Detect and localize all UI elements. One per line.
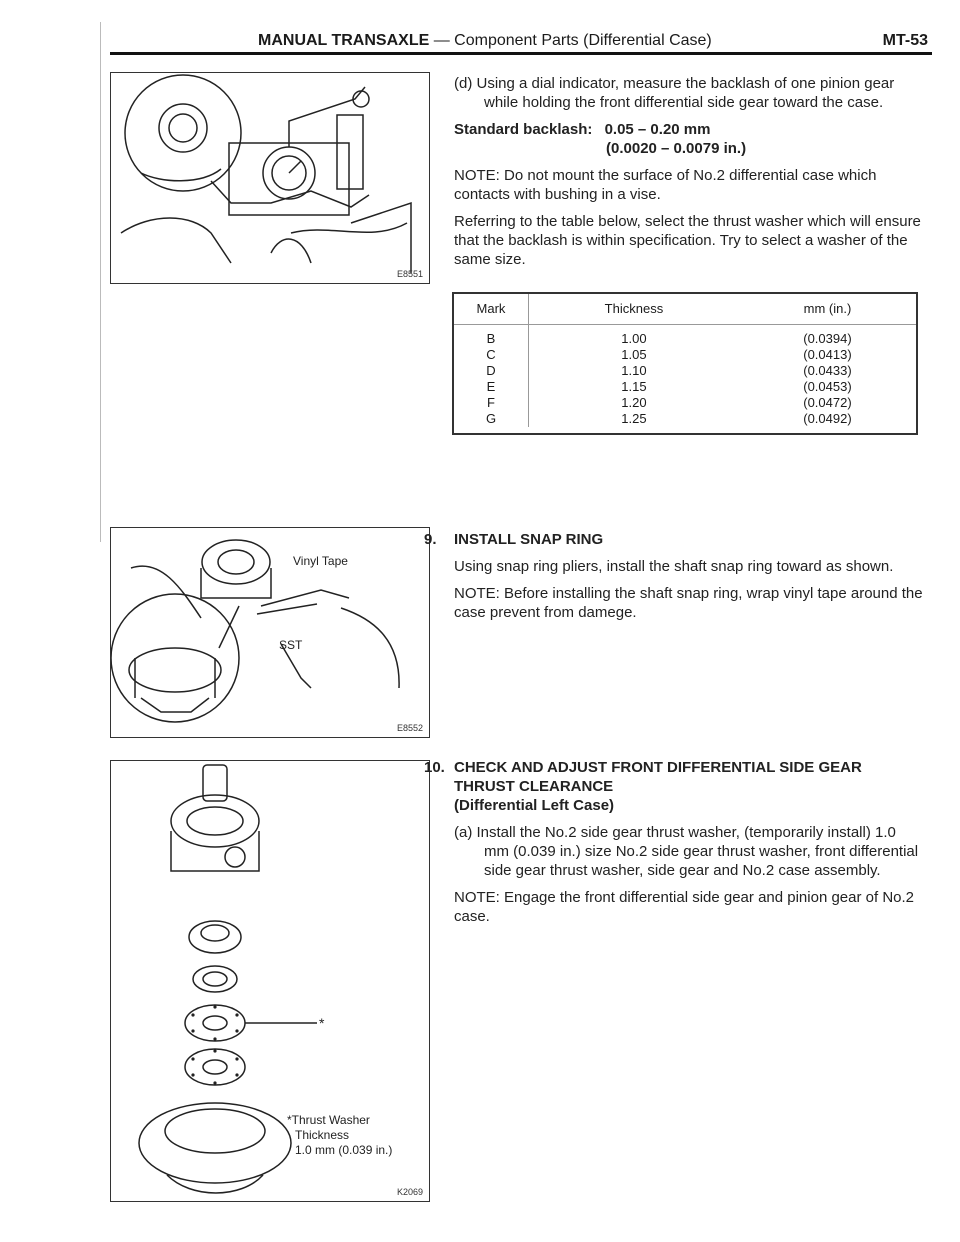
inch-cell: (0.0492) xyxy=(803,411,852,426)
differential-parts-illustration xyxy=(111,761,429,1201)
figure-code: K2069 xyxy=(396,1187,423,1197)
table-header-row xyxy=(454,294,916,325)
page-title xyxy=(258,30,712,52)
table-row xyxy=(454,379,916,395)
figure-code: E8551 xyxy=(396,269,423,279)
thickness-cell: 1.05 xyxy=(621,347,647,362)
col-header-unit: mm (in.) xyxy=(739,294,916,325)
step-d-note: NOTE: Do not mount the surface of No.2 differential case which contacts with bushing in a vise. xyxy=(454,167,877,203)
step-9-section xyxy=(424,530,924,640)
figure-dial-indicator xyxy=(110,72,430,284)
step-10-heading-2: THRUST CLEARANCE xyxy=(454,778,614,795)
inch-cell: (0.0394) xyxy=(803,331,852,346)
step-10-heading-1: CHECK AND ADJUST FRONT DIFFERENTIAL SIDE GEAR xyxy=(454,759,862,776)
figure-snap-ring xyxy=(110,527,430,738)
mark-cell: C xyxy=(454,347,529,363)
step-10-heading-3: (Differential Left Case) xyxy=(454,797,615,814)
thickness-cell: 1.15 xyxy=(621,379,647,394)
page-header xyxy=(110,28,932,55)
thickness-cell: 1.00 xyxy=(621,331,647,346)
mark-cell: B xyxy=(454,325,529,348)
spec-value-in: (0.0020 – 0.0079 in.) xyxy=(606,140,747,157)
step-10-number: 10. xyxy=(424,759,445,776)
step-d-text: (d) Using a dial indicator, measure the backlash of one pinion gear while holding the front differential side gear toward the case. xyxy=(454,75,895,111)
inch-cell: (0.0453) xyxy=(803,379,852,394)
thrust-washer-note-3: 1.0 mm (0.039 in.) xyxy=(295,1143,393,1157)
table-row xyxy=(454,325,916,348)
title-bold: MANUAL TRANSAXLE xyxy=(258,32,430,49)
inch-cell: (0.0433) xyxy=(803,363,852,378)
col-header-thickness: Thickness xyxy=(529,294,739,325)
mark-cell: G xyxy=(454,411,529,427)
step-9-text: Using snap ring pliers, install the shaft snap ring toward as shown. xyxy=(454,558,894,575)
step-d-section xyxy=(454,74,924,277)
sst-label: SST xyxy=(279,638,303,652)
step-d-referring: Referring to the table below, select the thrust washer which will ensure that the backlash is within specification. Try to select a washer of the same size. xyxy=(454,213,921,268)
page-number: MT-53 xyxy=(882,32,928,49)
spec-value-mm: 0.05 – 0.20 mm xyxy=(604,121,711,138)
step-9-heading: INSTALL SNAP RING xyxy=(454,531,604,548)
mark-cell: D xyxy=(454,363,529,379)
snap-ring-illustration xyxy=(111,528,429,737)
mark-cell: F xyxy=(454,395,529,411)
spec-label: Standard backlash: xyxy=(454,121,593,138)
thickness-cell: 1.20 xyxy=(621,395,647,410)
figure-exploded-parts xyxy=(110,760,430,1202)
vinyl-tape-label: Vinyl Tape xyxy=(293,554,348,568)
step-10-heading xyxy=(454,758,924,815)
dial-indicator-illustration xyxy=(111,73,429,283)
table-row xyxy=(454,411,916,427)
table-row xyxy=(454,363,916,379)
washer-table xyxy=(452,292,918,435)
title-rest: — Component Parts (Differential Case) xyxy=(429,32,712,49)
thrust-washer-note-2: Thickness xyxy=(295,1128,350,1142)
thrust-washer-note-1: *Thrust Washer xyxy=(287,1113,370,1127)
margin-rule xyxy=(100,22,101,542)
thickness-cell: 1.10 xyxy=(621,363,647,378)
table-row xyxy=(454,395,916,411)
thrust-washer-marker: * xyxy=(319,1015,325,1031)
step-10-section xyxy=(424,758,924,978)
inch-cell: (0.0472) xyxy=(803,395,852,410)
step-9-note: NOTE: Before installing the shaft snap ring, wrap vinyl tape around the case prevent from damege. xyxy=(454,585,923,621)
step-10-note: NOTE: Engage the front differential side gear and pinion gear of No.2 case. xyxy=(454,889,915,925)
step-10-text-a: (a) Install the No.2 side gear thrust washer, (temporarily install) 1.0 mm (0.039 in.) size No.2 side gear thrust washer, front differential side gear thrust washer, side gear and No.2 case assembly. xyxy=(454,824,919,879)
step-9-number: 9. xyxy=(424,531,437,548)
figure-code: E8552 xyxy=(396,723,423,733)
col-header-mark: Mark xyxy=(454,294,529,325)
table-row xyxy=(454,347,916,363)
backlash-spec xyxy=(454,120,924,158)
mark-cell: E xyxy=(454,379,529,395)
inch-cell: (0.0413) xyxy=(803,347,852,362)
thickness-cell: 1.25 xyxy=(621,411,647,426)
